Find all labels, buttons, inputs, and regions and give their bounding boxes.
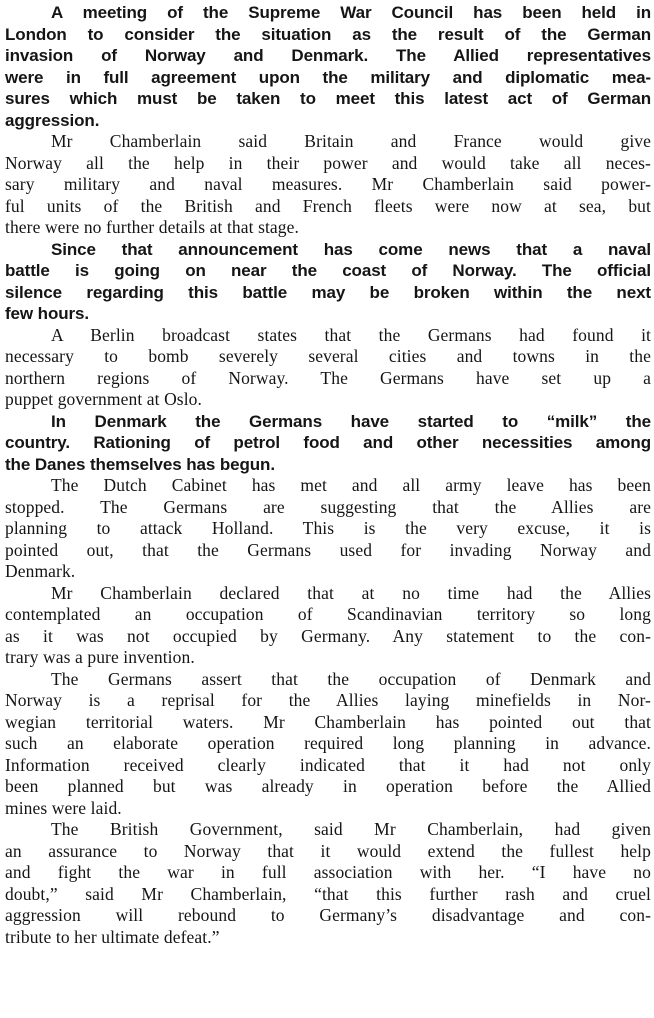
text-line: Norway all the help in their power and would take all neces-: [5, 152, 651, 173]
text-line: there were no further details at that stage.: [5, 217, 299, 237]
text-line: A Berlin broadcast states that the Germans had found it: [51, 324, 651, 345]
text-line: The British Government, said Mr Chamberlain, had given: [51, 819, 651, 839]
text-line: ful units of the British and French fleets were now at sea, but: [5, 195, 651, 216]
text-line: tribute to her ultimate defeat.”: [5, 926, 220, 947]
text-line: doubt,” said Mr Chamberlain, “that this further rash and cruel: [5, 883, 651, 904]
text-line: northern regions of Norway. The Germans have set up a: [5, 367, 651, 388]
paragraph-dutch-cabinet: [5, 475, 651, 583]
text-line: such an elaborate operation required long planning in advance.: [5, 733, 651, 753]
text-line: trary was a pure invention.: [5, 647, 195, 667]
paragraph-berlin-broadcast: [5, 325, 651, 411]
text-line: stopped. The Germans are suggesting that the Allies are: [5, 496, 651, 517]
text-line: were in full agreement upon the military and diplomatic mea-: [5, 67, 651, 87]
text-line: London to consider the situation as the result of the German: [5, 24, 651, 44]
text-line: silence regarding this battle may be broken within the next: [5, 282, 651, 302]
text-line: The Dutch Cabinet has met and all army leave has been: [51, 475, 651, 495]
text-line: Denmark.: [5, 561, 76, 581]
text-line: sary military and naval measures. Mr Chamberlain said power-: [5, 174, 651, 194]
text-line: an assurance to Norway that it would extend the fullest help: [5, 840, 651, 861]
news-article: [5, 2, 651, 948]
text-line: few hours.: [5, 304, 90, 323]
paragraph-denmark-milk: [5, 411, 651, 476]
text-line: and fight the war in full association with her. “I have no: [5, 862, 651, 882]
text-line: pointed out, that the Germans used for invading Norway and: [5, 539, 651, 560]
text-line: mines were laid.: [5, 797, 122, 818]
text-line: been planned but was already in operation before the Allied: [5, 776, 651, 796]
text-line: aggression will rebound to Germany’s disadvantage and con-: [5, 905, 651, 925]
text-line: as it was not occupied by Germany. Any statement to the con-: [5, 625, 651, 646]
text-line: puppet government at Oslo.: [5, 389, 203, 409]
text-line: planning to attack Holland. This is the very excuse, it is: [5, 518, 651, 538]
text-line: wegian territorial waters. Mr Chamberlain has pointed out that: [5, 711, 651, 732]
text-line: contemplated an occupation of Scandinavian territory so long: [5, 604, 651, 624]
paragraph-german-reprisal: [5, 669, 651, 820]
text-line: sures which must be taken to meet this latest act of German: [5, 89, 651, 108]
text-line: The Germans assert that the occupation of Denmark and: [51, 668, 651, 689]
text-line: Norway is a reprisal for the Allies laying minefields in Nor-: [5, 690, 651, 710]
text-line: Mr Chamberlain declared that at no time had the Allies: [51, 582, 651, 603]
text-line: the Danes themselves has begun.: [5, 454, 275, 474]
paragraph-british-assurance: [5, 819, 651, 948]
text-line: aggression.: [5, 110, 100, 130]
text-line: Information received clearly indicated that it had not only: [5, 754, 651, 775]
text-line: country. Rationing of petrol food and other necessities among: [5, 433, 651, 452]
text-line: invasion of Norway and Denmark. The Allied representatives: [5, 46, 651, 65]
text-line: necessary to bomb severely several cities and towns in the: [5, 346, 651, 366]
paragraph-chamberlain-help: [5, 131, 651, 239]
text-line: In Denmark the Germans have started to “milk” the: [51, 411, 651, 431]
text-line: battle is going on near the coast of Norway. The official: [5, 261, 651, 280]
paragraph-scandinavian-territory: [5, 583, 651, 669]
paragraph-naval-battle: [5, 239, 651, 325]
text-line: Since that announcement has come news that a naval: [51, 239, 651, 259]
text-line: Mr Chamberlain said Britain and France would give: [51, 131, 651, 151]
text-line: A meeting of the Supreme War Council has been held in: [51, 3, 651, 22]
paragraph-war-council: [5, 2, 651, 131]
